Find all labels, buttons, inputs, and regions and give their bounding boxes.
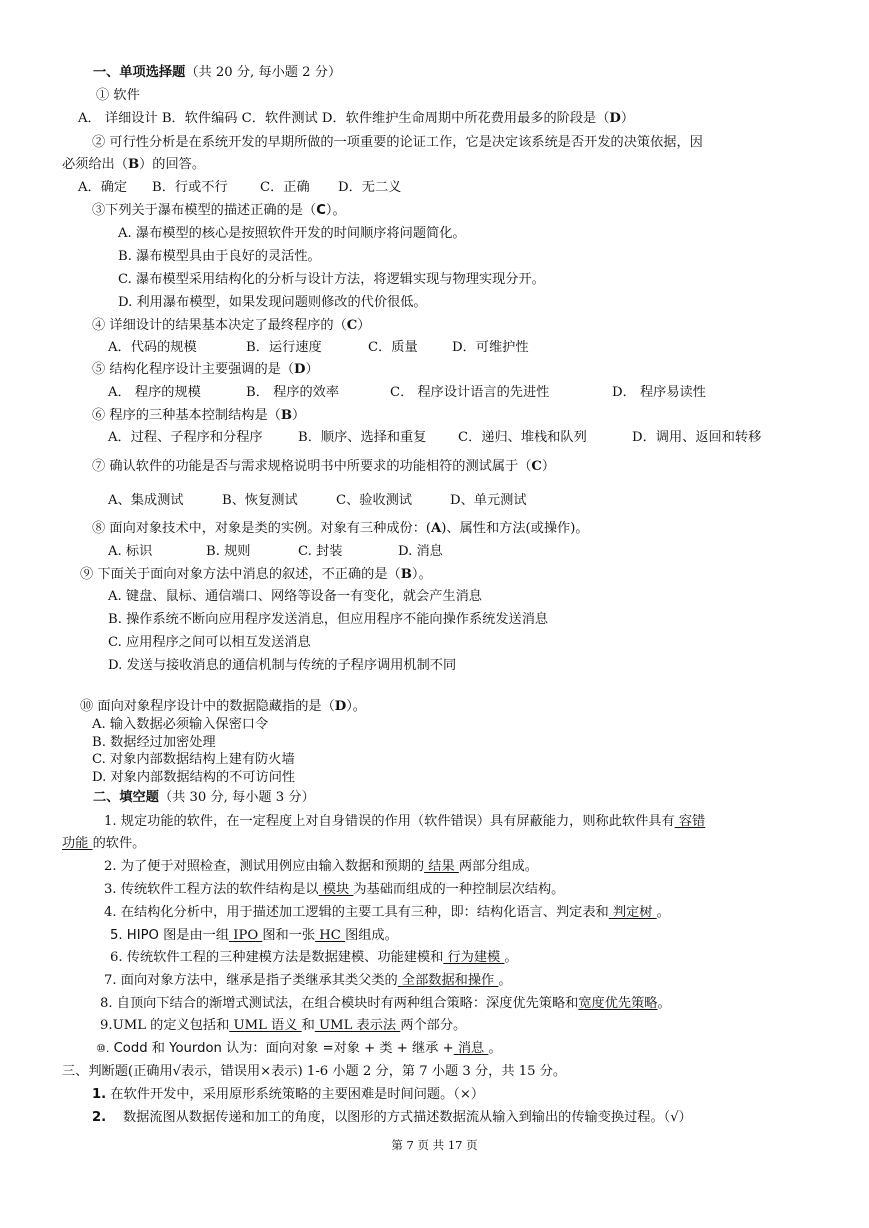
fill7: 7. 面向对象方法中，继承是指子类继承其类父类的 全部数据和操作 。 (104, 973, 512, 988)
fill10: ⑩. Codd 和 Yourdon 认为：面向对象 =对象 + 类 + 继承 + 消息 。 (96, 1041, 502, 1056)
q10-option-b: B. 数据经过加密处理 (92, 735, 216, 750)
q8-options: A. 标识 B. 规则 C. 封装 D. 消息 (108, 544, 443, 559)
section2-heading: 二、填空题（共 30 分, 每小题 3 分） (93, 790, 315, 805)
q8-stem: ⑧ 面向对象技术中，对象是类的实例。对象有三种成份：(A)、属性和方法(或操作)。 (92, 521, 589, 536)
q3-option-a: A. 瀑布模型的核心是按照软件开发的时间顺序将问题简化。 (118, 226, 466, 241)
q3-stem: ③下列关于瀑布模型的描述正确的是（C）。 (92, 203, 346, 218)
q10-option-a: A. 输入数据必须输入保密口令 (92, 717, 269, 732)
judge1: 1. 在软件开发中，采用原形系统策略的主要困难是时间问题。（×） (92, 1087, 485, 1102)
q5-options: A． 程序的规模 B． 程序的效率 C． 程序设计语言的先进性 D． 程序易读性 (108, 385, 706, 400)
q9-option-c: C. 应用程序之间可以相互发送消息 (108, 635, 311, 650)
judge2: 2. 数据流图从数据传递和加工的角度，以图形的方式描述数据流从输入到输出的传输变换过程。（√） (92, 1110, 692, 1125)
q2-line2: 必须给出（B）的回答。 (62, 157, 206, 172)
q7-stem: ⑦ 确认软件的功能是否与需求规格说明书中所要求的功能相符的测试属于（C） (92, 459, 556, 474)
q4-options: A．代码的规模 B．运行速度 C．质量 D．可维护性 (108, 340, 529, 355)
q3-option-d: D. 利用瀑布模型，如果发现问题则修改的代价很低。 (118, 295, 427, 310)
q2-line1: ② 可行性分析是在系统开发的早期所做的一项重要的论证工作，它是决定该系统是否开发的决策依据，因 (92, 135, 703, 150)
q9-option-d: D. 发送与接收消息的通信机制与传统的子程序调用机制不同 (108, 658, 457, 673)
fill6: 6. 传统软件工程的三种建模方法是数据建模、功能建模和 行为建模 。 (110, 950, 518, 965)
q9-option-a: A. 键盘、鼠标、通信端口、网络等设备一有变化，就会产生消息 (108, 589, 482, 604)
fill1-line2: 功能 的软件。 (62, 836, 146, 851)
q10-option-c: C. 对象内部数据结构上建有防火墙 (92, 752, 295, 767)
fill4: 4. 在结构化分析中，用于描述加工逻辑的主要工具有三种，即：结构化语言、判定表和 判定树 。 (104, 905, 670, 920)
q1-line: A． 详细设计 B．软件编码 C．软件测试 D．软件维护生命周期中所花费用最多的阶段是（D） (78, 111, 635, 126)
q9-stem: ⑨ 下面关于面向对象方法中消息的叙述，不正确的是（B）。 (80, 567, 432, 582)
section1-heading: 一、单项选择题（共 20 分, 每小题 2 分） (93, 65, 342, 80)
page-footer: 第 7 页 共 17 页 (391, 1138, 478, 1152)
q1-number: ① 软件 (96, 88, 140, 103)
q7-options: A、集成测试 B、恢复测试 C、验收测试 D、单元测试 (108, 493, 527, 508)
q10-option-d: D. 对象内部数据结构的不可访问性 (92, 770, 296, 785)
fill5: 5. HIPO 图是由一组 IPO 图和一张 HC 图组成。 (110, 928, 398, 943)
q4-stem: ④ 详细设计的结果基本决定了最终程序的（C） (92, 318, 371, 333)
q2-options: A．确定 B．行或不行 C．正确 D．无二义 (78, 180, 402, 195)
q6-options: A．过程、子程序和分程序 B．顺序、选择和重复 C．递归、堆栈和队列 D．调用、返回和转移 (108, 430, 762, 445)
fill3: 3. 传统软件工程方法的软件结构是以 模块 为基础而组成的一种控制层次结构。 (104, 882, 565, 897)
fill9: 9.UML 的定义包括和 UML 语义 和 UML 表示法 两个部分。 (100, 1018, 467, 1033)
q6-stem: ⑥ 程序的三种基本控制结构是（B） (92, 408, 306, 423)
q3-option-c: C. 瀑布模型采用结构化的分析与设计方法，将逻辑实现与物理实现分开。 (118, 272, 545, 287)
q9-option-b: B. 操作系统不断向应用程序发送消息，但应用程序不能向操作系统发送消息 (108, 612, 549, 627)
fill8: 8. 自顶向下结合的渐增式测试法，在组合模块时有两种组合策略：深度优先策略和宽度优先策略。 (100, 996, 671, 1011)
section3-heading: 三、判断题(正确用√表示，错误用×表示) 1-6 小题 2 分，第 7 小题 3 分，共 15 分。 (62, 1064, 567, 1079)
q3-option-b: B. 瀑布模型具由于良好的灵活性。 (118, 249, 321, 264)
q10-stem: ⑩ 面向对象程序设计中的数据隐藏指的是（D）。 (80, 699, 366, 714)
fill1-line1: 1. 规定功能的软件，在一定程度上对自身错误的作用（软件错误）具有屏蔽能力，则称此软件具有 容错 (104, 814, 706, 829)
fill2: 2. 为了便于对照检查，测试用例应由输入数据和预期的 结果 两部分组成。 (104, 859, 538, 874)
q5-stem: ⑤ 结构化程序设计主要强调的是（D） (92, 362, 319, 377)
